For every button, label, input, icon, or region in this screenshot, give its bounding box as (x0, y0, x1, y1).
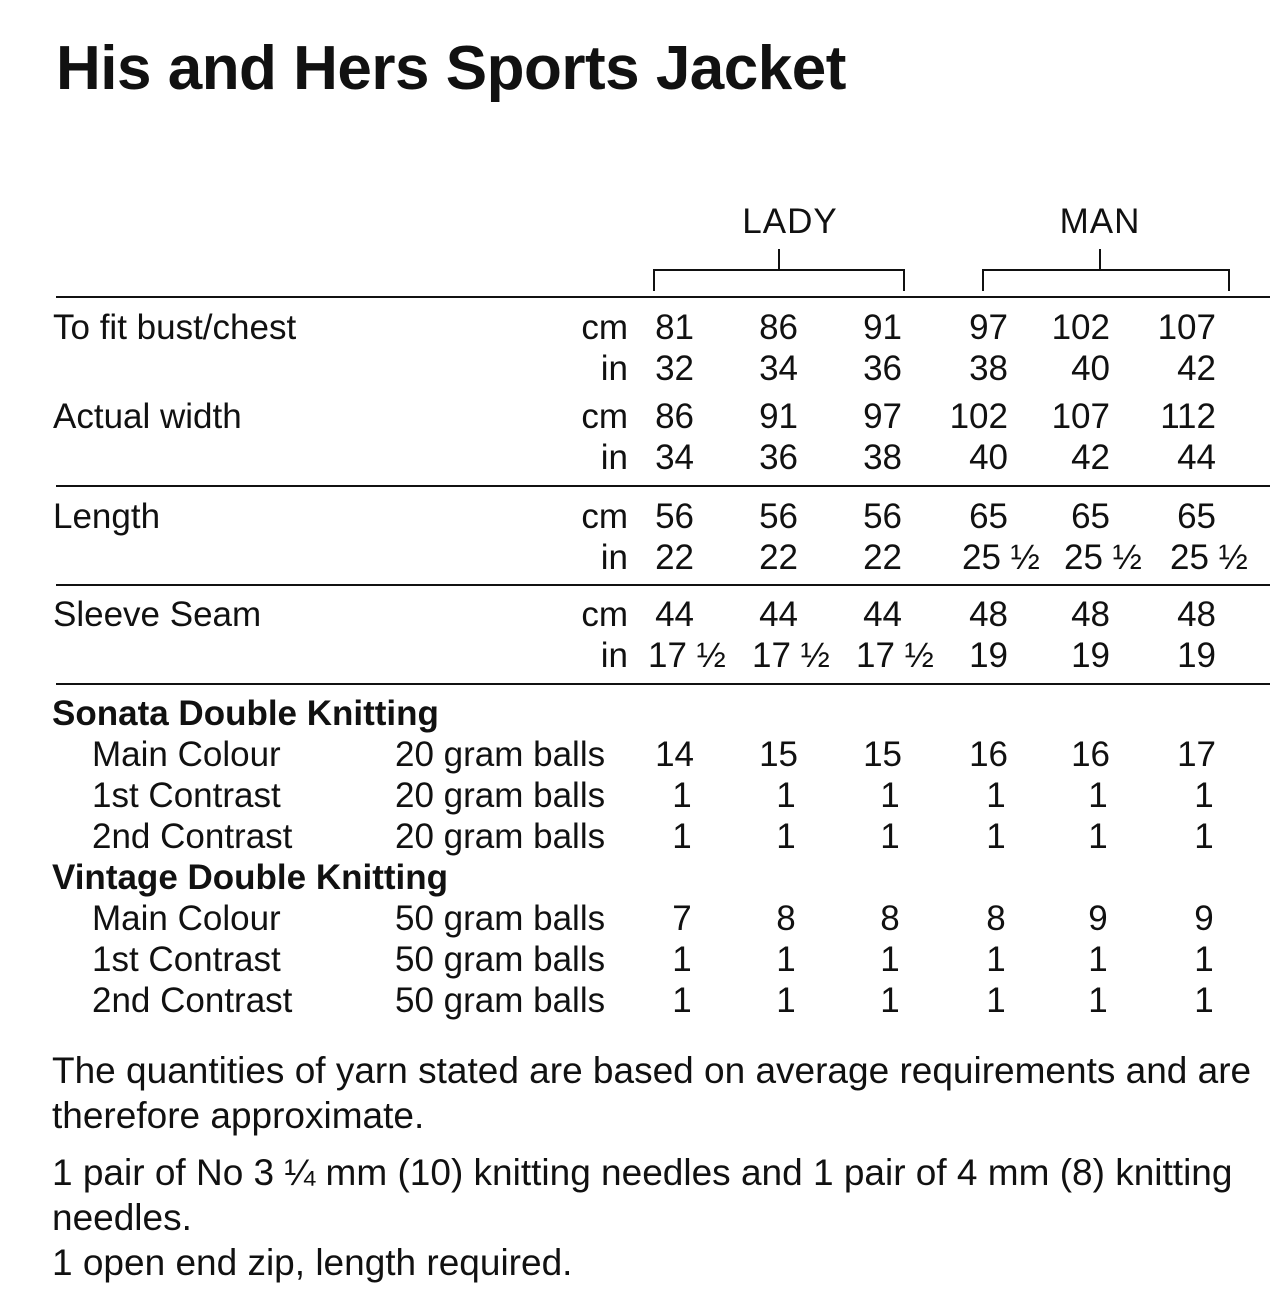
ball-count: 14 (655, 735, 694, 774)
ball-count: 1 (1194, 776, 1214, 815)
ball-count: 1 (1194, 817, 1214, 856)
man-bracket (982, 269, 1230, 291)
value-in: 22 (863, 538, 902, 577)
ball-count: 1 (880, 981, 900, 1020)
value-cm: 65 (1177, 497, 1216, 536)
ball-count: 8 (880, 899, 900, 938)
value-cm: 91 (863, 308, 902, 347)
value-cm: 56 (655, 497, 694, 536)
ball-size: 20 gram balls (395, 817, 606, 856)
yarn-name: Sonata Double Knitting (52, 694, 439, 733)
value-cm: 102 (949, 397, 1008, 436)
value-in: 19 (1177, 636, 1216, 675)
unit-in: in (600, 349, 628, 388)
ball-size: 50 gram balls (395, 981, 606, 1020)
ball-count: 8 (986, 899, 1006, 938)
ball-count: 1 (672, 776, 692, 815)
value-in: 44 (1177, 438, 1216, 477)
unit-cm: cm (581, 497, 628, 536)
ball-count: 1 (1088, 776, 1108, 815)
value-in: 25 ½ (1064, 538, 1142, 577)
yarn-colour-label: 1st Contrast (92, 776, 281, 815)
ball-size: 20 gram balls (395, 776, 606, 815)
ball-size: 50 gram balls (395, 940, 606, 979)
unit-in: in (600, 636, 628, 675)
value-cm: 56 (863, 497, 902, 536)
value-in: 36 (759, 438, 798, 477)
table-rule-length (56, 584, 1270, 586)
value-cm: 112 (1160, 397, 1216, 436)
ball-count: 1 (880, 776, 900, 815)
measurement-label: To fit bust/chest (53, 308, 297, 347)
needles-note: 1 pair of No 3 ¼ mm (10) knitting needles and 1 pair of 4 mm (8) knitting needles. (52, 1152, 1233, 1238)
value-in: 17 ½ (648, 636, 726, 675)
value-cm: 48 (969, 595, 1008, 634)
value-cm: 81 (655, 308, 694, 347)
man-header: MAN (1059, 202, 1141, 241)
yarn-quantity-note: The quantities of yarn stated are based on average requirements and are therefore approximate. (52, 1050, 1252, 1136)
value-in: 34 (759, 349, 798, 388)
value-in: 38 (969, 349, 1008, 388)
zip-note: 1 open end zip, length required. (52, 1242, 573, 1283)
ball-count: 1 (986, 940, 1006, 979)
yarn-colour-label: 2nd Contrast (92, 817, 293, 856)
lady-bracket-tick (778, 249, 780, 269)
unit-in: in (600, 438, 628, 477)
value-in: 25 ½ (962, 538, 1040, 577)
yarn-colour-label: 2nd Contrast (92, 981, 293, 1020)
yarn-colour-label: 1st Contrast (92, 940, 281, 979)
value-cm: 102 (1051, 308, 1110, 347)
ball-count: 8 (776, 899, 796, 938)
ball-count: 1 (672, 981, 692, 1020)
ball-count: 1 (986, 776, 1006, 815)
ball-count: 16 (969, 735, 1008, 774)
yarn-colour-label: Main Colour (92, 735, 281, 774)
value-in: 40 (1071, 349, 1110, 388)
value-cm: 107 (1051, 397, 1110, 436)
value-cm: 86 (655, 397, 694, 436)
man-bracket-tick (1099, 249, 1101, 269)
ball-count: 15 (863, 735, 902, 774)
ball-count: 1 (1194, 940, 1214, 979)
value-cm: 56 (759, 497, 798, 536)
ball-count: 1 (672, 940, 692, 979)
value-in: 42 (1071, 438, 1110, 477)
yarn-colour-label: Main Colour (92, 899, 281, 938)
unit-in: in (600, 538, 628, 577)
value-cm: 44 (863, 595, 902, 634)
ball-count: 1 (880, 817, 900, 856)
ball-count: 1 (986, 817, 1006, 856)
ball-count: 1 (776, 776, 796, 815)
ball-count: 1 (986, 981, 1006, 1020)
ball-count: 17 (1177, 735, 1216, 774)
ball-count: 1 (776, 940, 796, 979)
ball-count: 1 (672, 817, 692, 856)
ball-count: 1 (880, 940, 900, 979)
value-cm: 86 (759, 308, 798, 347)
value-cm: 48 (1071, 595, 1110, 634)
value-in: 25 ½ (1170, 538, 1248, 577)
value-in: 42 (1177, 349, 1216, 388)
measurement-label: Actual width (53, 397, 242, 436)
ball-count: 1 (776, 981, 796, 1020)
value-cm: 44 (655, 595, 694, 634)
ball-count: 1 (1088, 817, 1108, 856)
value-in: 32 (655, 349, 694, 388)
value-cm: 91 (759, 397, 798, 436)
ball-count: 1 (1088, 981, 1108, 1020)
value-in: 36 (863, 349, 902, 388)
table-rule-sleeve (56, 683, 1270, 685)
value-cm: 44 (759, 595, 798, 634)
ball-count: 9 (1088, 899, 1108, 938)
ball-count: 7 (672, 899, 692, 938)
table-rule-top (56, 296, 1270, 298)
measurement-label: Length (53, 497, 161, 536)
value-in: 17 ½ (752, 636, 830, 675)
value-cm: 97 (969, 308, 1008, 347)
ball-count: 1 (1194, 981, 1214, 1020)
ball-size: 20 gram balls (395, 735, 606, 774)
ball-size: 50 gram balls (395, 899, 606, 938)
value-cm: 107 (1157, 308, 1216, 347)
table-rule-width (56, 485, 1270, 487)
value-in: 19 (1071, 636, 1110, 675)
value-in: 34 (655, 438, 694, 477)
ball-count: 9 (1194, 899, 1214, 938)
value-cm: 48 (1177, 595, 1216, 634)
value-in: 22 (655, 538, 694, 577)
ball-count: 1 (776, 817, 796, 856)
ball-count: 1 (1088, 940, 1108, 979)
unit-cm: cm (581, 595, 628, 634)
unit-cm: cm (581, 308, 628, 347)
value-cm: 65 (969, 497, 1008, 536)
lady-header: LADY (742, 202, 838, 241)
value-in: 22 (759, 538, 798, 577)
value-in: 17 ½ (856, 636, 934, 675)
value-in: 19 (969, 636, 1008, 675)
value-cm: 97 (863, 397, 902, 436)
ball-count: 16 (1071, 735, 1110, 774)
value-in: 38 (863, 438, 902, 477)
lady-bracket (653, 269, 905, 291)
measurement-label: Sleeve Seam (53, 595, 262, 634)
unit-cm: cm (581, 397, 628, 436)
value-cm: 65 (1071, 497, 1110, 536)
page-title: His and Hers Sports Jacket (56, 34, 846, 103)
ball-count: 15 (759, 735, 798, 774)
value-in: 40 (969, 438, 1008, 477)
yarn-name: Vintage Double Knitting (52, 858, 449, 897)
